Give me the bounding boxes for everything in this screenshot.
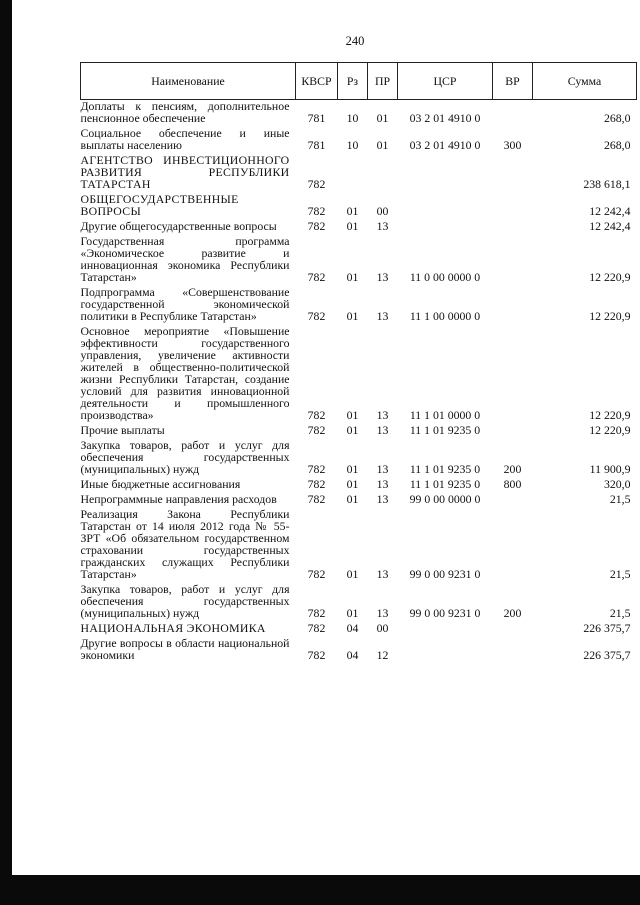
row-csr [398, 217, 493, 232]
row-name: НАЦИОНАЛЬНАЯ ЭКОНОМИКА [80, 621, 266, 635]
row-kvsr: 782 [307, 567, 326, 581]
row-vr: 200 [503, 462, 522, 476]
row-pr: 13 [376, 219, 389, 233]
row-csr: 03 2 01 4910 0 [409, 111, 481, 125]
row-vr [493, 490, 533, 505]
row-kvsr: 782 [307, 423, 326, 437]
row-sum: 12 220,9 [589, 423, 631, 437]
row-sum: 268,0 [603, 111, 631, 125]
table-row [81, 475, 637, 490]
row-kvsr: 782 [307, 462, 326, 476]
row-pr: 00 [376, 204, 389, 218]
row-name: Непрограммные направления расходов [80, 492, 277, 506]
row-vr: 800 [503, 477, 522, 491]
row-name: Социальное обеспечение и иные выплаты населению [80, 126, 290, 152]
row-rz: 01 [346, 606, 359, 620]
row-rz: 01 [346, 270, 359, 284]
row-rz: 01 [346, 219, 359, 233]
row-csr: 99 0 00 9231 0 [409, 606, 481, 620]
row-name: Иные бюджетные ассигнования [80, 477, 241, 491]
row-kvsr: 781 [307, 111, 326, 125]
row-csr: 11 1 01 9235 0 [409, 477, 481, 491]
row-name: Подпрограмма «Совершенствование государственной экономической политики в Республике Татарстан» [80, 285, 290, 323]
row-name: Доплаты к пенсиям, дополнительное пенсионное обеспечение [80, 99, 290, 125]
col-header-sum: Сумма [533, 63, 637, 100]
row-vr [493, 619, 533, 634]
row-csr: 03 2 01 4910 0 [409, 138, 481, 152]
row-name: Прочие выплаты [80, 423, 165, 437]
row-sum: 320,0 [603, 477, 631, 491]
table-row [81, 151, 637, 190]
row-name: Закупка товаров, работ и услуг для обеспечения государственных (муниципальных) нужд [80, 582, 290, 620]
row-vr [493, 421, 533, 436]
row-sum: 21,5 [609, 492, 631, 506]
table-row [81, 322, 637, 421]
row-kvsr: 782 [307, 219, 326, 233]
row-csr: 99 0 00 9231 0 [409, 567, 481, 581]
table-row [81, 190, 637, 217]
row-csr: 11 1 00 0000 0 [409, 309, 481, 323]
row-pr: 13 [376, 462, 389, 476]
row-rz [338, 151, 368, 190]
row-sum: 12 220,9 [589, 408, 631, 422]
row-kvsr: 782 [307, 309, 326, 323]
table-row [81, 619, 637, 634]
row-vr [493, 190, 533, 217]
row-vr [493, 232, 533, 283]
row-sum: 12 220,9 [589, 270, 631, 284]
table-row [81, 283, 637, 322]
row-name: ОБЩЕГОСУДАРСТВЕННЫЕ ВОПРОСЫ [80, 192, 239, 218]
row-rz: 10 [346, 111, 359, 125]
row-rz: 01 [346, 492, 359, 506]
row-pr: 13 [376, 423, 389, 437]
col-header-csr: ЦСР [398, 63, 493, 100]
row-vr: 300 [503, 138, 522, 152]
row-name: Другие общегосударственные вопросы [80, 219, 277, 233]
table-body [81, 100, 637, 662]
row-rz: 01 [346, 477, 359, 491]
row-rz: 01 [346, 423, 359, 437]
scan-border-bottom [0, 875, 640, 905]
row-name: Другие вопросы в области национальной экономики [80, 636, 290, 662]
row-csr: 11 1 01 9235 0 [409, 462, 481, 476]
row-sum: 21,5 [609, 606, 631, 620]
row-name: Реализация Закона Республики Татарстан от 14 июля 2012 года № 55-ЗРТ «Об обязательном государственном страховании государственных гражданских служащих Республики Татарстан» [80, 507, 290, 581]
row-rz: 01 [346, 309, 359, 323]
row-csr: 99 0 00 0000 0 [409, 492, 481, 506]
row-vr [493, 100, 533, 125]
row-pr [368, 151, 398, 190]
row-vr [493, 505, 533, 580]
row-name: Государственная программа «Экономическое развитие и инновационная экономика Республики Татарстан» [80, 234, 290, 284]
row-sum: 11 900,9 [589, 462, 631, 476]
row-pr: 13 [376, 567, 389, 581]
row-sum: 226 375,7 [583, 648, 631, 662]
table-row [81, 505, 637, 580]
row-sum: 12 242,4 [589, 219, 631, 233]
table-row [81, 124, 637, 151]
row-rz: 01 [346, 408, 359, 422]
row-name: Основное мероприятие «Повышение эффективности государственного управления, увеличение активности жителей в общественно-политической жизни Республики Татарстан, создание условий для развития инновационной деятельности и промышленного производства» [80, 324, 290, 422]
row-pr: 01 [376, 111, 389, 125]
row-vr [493, 151, 533, 190]
row-sum: 12 242,4 [589, 204, 631, 218]
row-kvsr: 782 [307, 621, 326, 635]
row-rz: 04 [346, 648, 359, 662]
table-header [81, 63, 637, 100]
row-kvsr: 782 [307, 177, 326, 191]
row-csr: 11 1 01 9235 0 [409, 423, 481, 437]
row-vr [493, 283, 533, 322]
col-header-name: Наименование [81, 63, 296, 100]
row-kvsr: 782 [307, 204, 326, 218]
row-csr [398, 190, 493, 217]
col-header-pr: ПР [368, 63, 398, 100]
table-row [81, 634, 637, 661]
table-row [81, 217, 637, 232]
table-row [81, 232, 637, 283]
row-csr [398, 619, 493, 634]
table-row [81, 490, 637, 505]
row-vr [493, 634, 533, 661]
row-rz: 10 [346, 138, 359, 152]
table-row [81, 100, 637, 125]
row-pr: 13 [376, 270, 389, 284]
row-name: Закупка товаров, работ и услуг для обеспечения государственных (муниципальных) нужд [80, 438, 290, 476]
row-pr: 13 [376, 606, 389, 620]
row-pr: 13 [376, 492, 389, 506]
row-kvsr: 782 [307, 606, 326, 620]
row-pr: 01 [376, 138, 389, 152]
row-rz: 01 [346, 462, 359, 476]
row-csr: 11 0 00 0000 0 [409, 270, 481, 284]
row-sum: 226 375,7 [583, 621, 631, 635]
table-row [81, 580, 637, 619]
row-csr [398, 634, 493, 661]
col-header-rz: Рз [338, 63, 368, 100]
row-pr: 13 [376, 477, 389, 491]
row-kvsr: 782 [307, 270, 326, 284]
row-rz: 04 [346, 621, 359, 635]
table-row [81, 436, 637, 475]
row-csr: 11 1 01 0000 0 [409, 408, 481, 422]
row-sum: 12 220,9 [589, 309, 631, 323]
row-pr: 12 [376, 648, 389, 662]
row-kvsr: 781 [307, 138, 326, 152]
table-row [81, 421, 637, 436]
row-name: АГЕНТСТВО ИНВЕСТИЦИОННОГО РАЗВИТИЯ РЕСПУБЛИКИ ТАТАРСТАН [80, 153, 290, 191]
scan-border-left [0, 0, 12, 905]
row-sum: 21,5 [609, 567, 631, 581]
row-pr: 00 [376, 621, 389, 635]
row-rz: 01 [346, 204, 359, 218]
budget-table [80, 62, 637, 661]
row-kvsr: 782 [307, 477, 326, 491]
row-pr: 13 [376, 408, 389, 422]
row-pr: 13 [376, 309, 389, 323]
row-vr [493, 217, 533, 232]
row-kvsr: 782 [307, 492, 326, 506]
col-header-kvsr: КВСР [296, 63, 338, 100]
row-vr [493, 322, 533, 421]
col-header-vr: ВР [493, 63, 533, 100]
page-number: 240 [345, 34, 365, 48]
row-rz: 01 [346, 567, 359, 581]
row-kvsr: 782 [307, 408, 326, 422]
row-sum: 268,0 [603, 138, 631, 152]
budget-table-wrapper [80, 62, 636, 661]
row-vr: 200 [503, 606, 522, 620]
row-sum: 238 618,1 [583, 177, 631, 191]
row-kvsr: 782 [307, 648, 326, 662]
row-csr [398, 151, 493, 190]
